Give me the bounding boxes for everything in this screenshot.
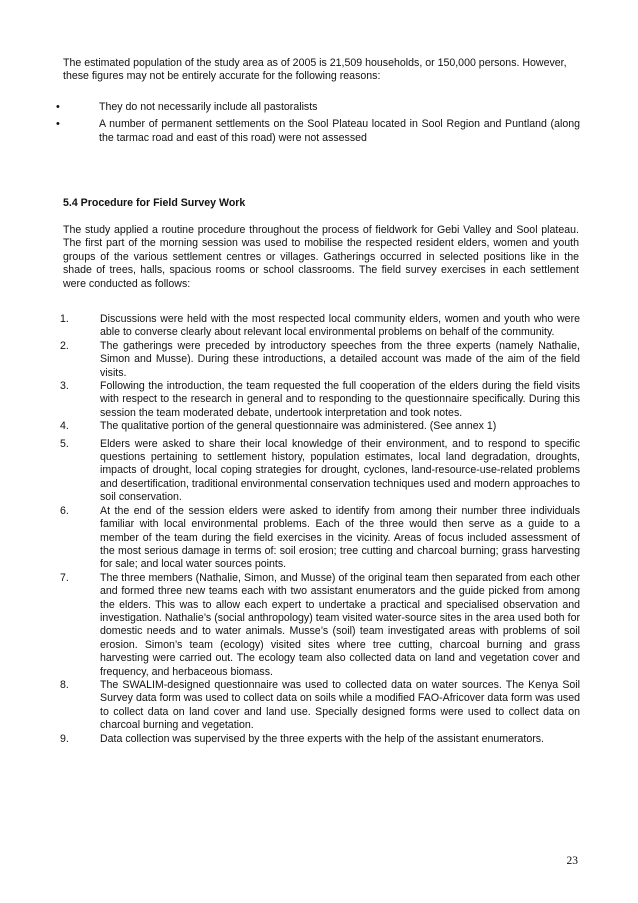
section-paragraph: The study applied a routine procedure throughout the process of fieldwork for Gebi Valley and Sool plateau. The first part of the morning session was used to mobilise the respected resident elders, women and youth groups of the various settlement centres or villages. Gatherings occurred in selected positions like in the shade of trees, halls, spacious rooms or school classrooms. The field survey exercises in each settlement were conducted as follows:: [63, 224, 579, 290]
step-text: Discussions were held with the most respected local community elders, women and youth who were able to converse clearly about relevant local environmental problems on behalf of the community.: [100, 313, 580, 339]
step-number: 2.: [60, 339, 69, 352]
section-heading: 5.4 Procedure for Field Survey Work: [63, 197, 246, 209]
step-text: At the end of the session elders were asked to identify from among their number three individuals familiar with local environmental problems. Each of the three would then serve as a guide to a member of the team during the field exercises in the vicinity. Areas of focus included assessment of the most serious damage in terms of: soil erosion; tree cutting and charcoal burning; grass harvesting for sale; and local water sources points.: [100, 504, 580, 571]
list-item: [60, 313, 580, 340]
list-item: [60, 679, 580, 733]
step-number: 4.: [60, 420, 69, 433]
list-item: [60, 420, 580, 433]
step-text: The three members (Nathalie, Simon, and Musse) of the original team then separated from each other and formed three new teams each with two assistant enumerators and the guide picked from among the elders. This was to allow each expert to undertake a practical and specialised observation and investigation. Nathalie’s (social anthropology) team visited water-source sites in the area used both for domestic needs and to water animals. Musse’s (soil) team investigated areas with problems of soil erosion. Simon’s team (ecology) visited sites where tree cutting, charcoal burning and grass harvesting were carried out. The ecology team also collected data on land and vegetation cover and frequency, and herbaceous biomass.: [100, 571, 580, 678]
list-item: [60, 572, 580, 679]
list-item: [60, 340, 580, 380]
list-item: [60, 505, 580, 572]
list-item: [60, 380, 580, 420]
step-number: 1.: [60, 313, 69, 325]
step-number: 3.: [60, 380, 69, 393]
page-number: 23: [566, 855, 578, 867]
bullet-text: They do not necessarily include all pastoralists: [99, 101, 318, 113]
list-item: [60, 733, 580, 746]
step-text: The SWALIM-designed questionnaire was used to collected data on water sources. The Kenya Soil Survey data form was used to collect data on soils while a modified FAO-Africover data form was used to collect data on land cover and land use. Specially designed forms were used to collect data on charcoal burning and vegetation.: [100, 678, 580, 732]
list-item: [56, 118, 580, 145]
step-number: 6.: [60, 504, 69, 517]
step-number: 5.: [60, 437, 69, 450]
bullet-icon: •: [56, 118, 60, 131]
step-text: The qualitative portion of the general questionnaire was administered. (See annex 1): [100, 420, 497, 433]
step-text: Elders were asked to share their local knowledge of their environment, and to respond to specific questions pertaining to settlement history, population estimates, local land degradation, droughts, impacts of drought, local coping strategies for drought, cyclones, land-resource-use-related problems and desertification, traditional environmental conservation techniques used and modern approaches to soil conservation.: [100, 437, 580, 504]
step-text: The gatherings were preceded by introductory speeches from the three experts (namely Nathalie, Simon and Musse). During these introductions, a detailed account was made of the aim of the field visits.: [100, 339, 580, 379]
intro-paragraph: The estimated population of the study area as of 2005 is 21,509 households, or 150,000 persons. However, these figures may not be entirely accurate for the following reasons:: [63, 57, 567, 83]
list-item: [60, 438, 580, 505]
step-text: Following the introduction, the team requested the full cooperation of the elders during the field visits with respect to the research in general and to responding to the questionnaire specifically. During this session the team moderated debate, undertook interpretation and took notes.: [100, 380, 580, 419]
list-item: [56, 101, 580, 114]
bullet-text: A number of permanent settlements on the Sool Plateau located in Sool Region and Puntland (along the tarmac road and east of this road) were not assessed: [99, 118, 580, 144]
step-number: 8.: [60, 678, 69, 691]
bullet-icon: •: [56, 101, 60, 113]
reasons-list: [56, 101, 580, 149]
step-text: Data collection was supervised by the three experts with the help of the assistant enumerators.: [100, 732, 544, 745]
procedure-steps: [60, 313, 580, 746]
step-number: 9.: [60, 732, 69, 745]
step-number: 7.: [60, 571, 69, 584]
